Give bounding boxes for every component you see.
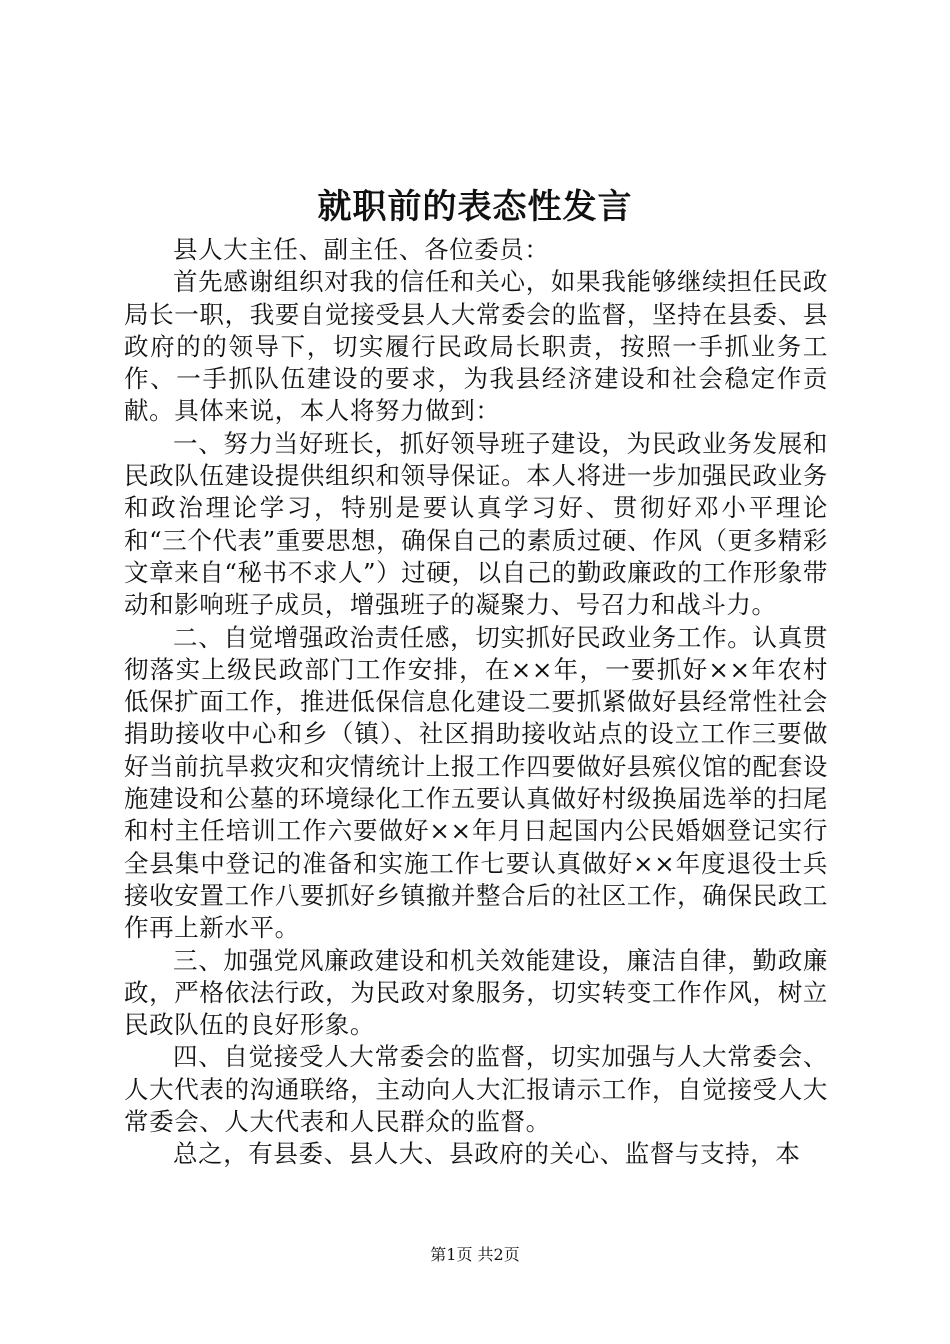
conclusion-paragraph: 总之，有县委、县人大、县政府的关心、监督与支持，本 — [173, 1139, 801, 1169]
page-number-footer: 第1页 共2页 — [430, 1245, 520, 1264]
point-two-paragraph: 二、自觉增强政治责任感，切实抓好民政业务工作。认真贯彻落实上级民政部门工作安排，在××年，一要抓好××年农村低保扩面工作，推进低保信息化建设二要抓紧做好县经常性社会捐助接收中心和乡（镇）、社区捐助接收站点的设立工作三要做好当前抗旱救灾和灾情统计上报工作四要做好县殡仪馆的配套设施建设和公墓的环境绿化工作五要认真做好村级换届选举的扫尾和村主任培训工作六要做好××年月日起国内公民婚姻登记实行全县集中登记的准备和实施工作七要认真做好××年度退役士兵接收安置工作八要抓好乡镇撤并整合后的社区工作，确保民政工作再上新水平。 — [124, 622, 828, 943]
point-three-paragraph: 三、加强党风廉政建设和机关效能建设，廉洁自律，勤政廉政，严格依法行政，为民政对象服务，切实转变工作作风，树立民政队伍的良好形象。 — [124, 945, 828, 1040]
document-title: 就职前的表态性发言 — [317, 187, 633, 227]
salutation-paragraph: 县人大主任、副主任、各位委员： — [173, 235, 550, 264]
point-one-paragraph: 一、努力当好班长，抓好领导班子建设，为民政业务发展和民政队伍建设提供组织和领导保证。本人将进一步加强民政业务和政治理论学习，特别是要认真学习好、贯彻好邓小平理论和“三个代表”重要思想，确保自己的素质过硬、作风（更多精彩文章来自“秘书不求人”）过硬，以自己的勤政廉政的工作形象带动和影响班子成员，增强班子的凝聚力、号召力和战斗力。 — [124, 428, 828, 620]
intro-paragraph: 首先感谢组织对我的信任和关心，如果我能够继续担任民政局长一职，我要自觉接受县人大常委会的监督，坚持在县委、县政府的的领导下，切实履行民政局长职责，按照一手抓业务工作、一手抓队伍建设的要求，为我县经济建设和社会稳定作贡献。具体来说，本人将努力做到： — [124, 267, 828, 426]
point-four-paragraph: 四、自觉接受人大常委会的监督，切实加强与人大常委会、人大代表的沟通联络，主动向人大汇报请示工作，自觉接受人大常委会、人大代表和人民群众的监督。 — [124, 1042, 828, 1137]
document-body — [124, 234, 828, 1171]
